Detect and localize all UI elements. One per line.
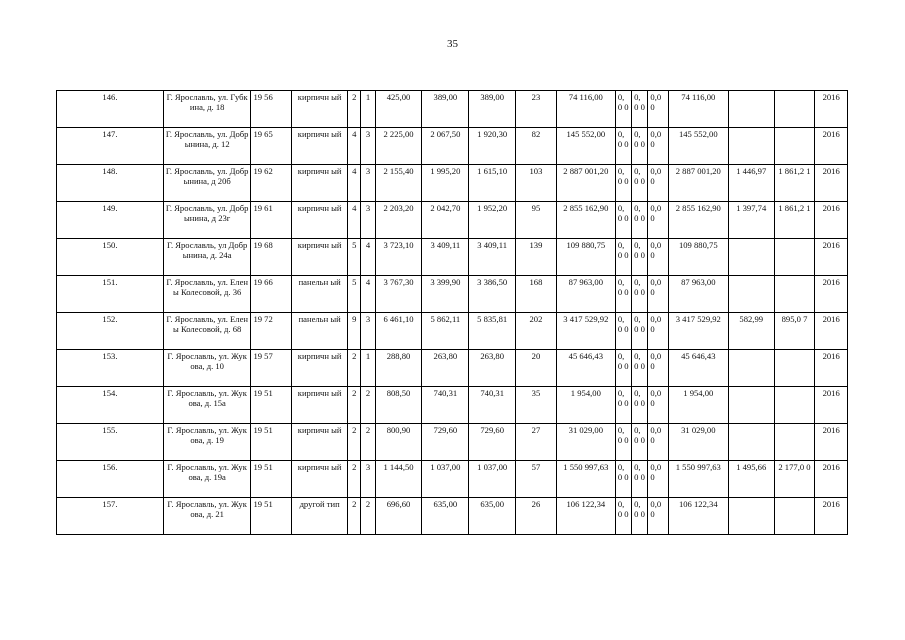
residents-cell: 26 — [516, 498, 557, 535]
entrances-cell: 3 — [361, 313, 375, 350]
entrances-cell: 3 — [361, 461, 375, 498]
entrances-cell: 3 — [361, 165, 375, 202]
total-area-cell: 6 461,10 — [375, 313, 422, 350]
floors-cell: 4 — [348, 128, 361, 165]
owners-funds-cell: 109 880,75 — [668, 239, 728, 276]
area-residential-cell: 1 615,10 — [469, 165, 516, 202]
total-cost-cell: 145 552,00 — [556, 128, 615, 165]
fund-cell-2: 0, 0 0 — [632, 239, 648, 276]
area-premises-cell: 1 037,00 — [422, 461, 469, 498]
residents-cell: 23 — [516, 91, 557, 128]
area-premises-cell: 1 995,20 — [422, 165, 469, 202]
wall-material-cell: кирпичн ый — [292, 239, 348, 276]
total-area-cell: 800,90 — [375, 424, 422, 461]
fund-cell-1: 0, 0 0 — [615, 461, 631, 498]
floors-cell: 2 — [348, 91, 361, 128]
max-unit-cost-cell: 1 861,2 1 — [774, 202, 815, 239]
address-cell: Г. Ярославль, ул. Добрынина, д 23г — [163, 202, 251, 239]
total-cost-cell: 3 417 529,92 — [556, 313, 615, 350]
unit-cost-cell — [728, 239, 774, 276]
unit-cost-cell — [728, 350, 774, 387]
entrances-cell: 2 — [361, 387, 375, 424]
area-premises-cell: 740,31 — [422, 387, 469, 424]
area-residential-cell: 3 409,11 — [469, 239, 516, 276]
fund-cell-2: 0, 0 0 — [632, 276, 648, 313]
fund-cell-2: 0, 0 0 — [632, 128, 648, 165]
total-area-cell: 1 144,50 — [375, 461, 422, 498]
floors-cell: 4 — [348, 202, 361, 239]
wall-material-cell: кирпичн ый — [292, 461, 348, 498]
total-cost-cell: 2 855 162,90 — [556, 202, 615, 239]
total-area-cell: 3 723,10 — [375, 239, 422, 276]
residents-cell: 103 — [516, 165, 557, 202]
plan-year-cell: 2016 — [815, 424, 848, 461]
row-number-cell: 154. — [57, 387, 164, 424]
plan-year-cell: 2016 — [815, 202, 848, 239]
area-premises-cell: 2 067,50 — [422, 128, 469, 165]
fund-cell-1: 0, 0 0 — [615, 313, 631, 350]
plan-year-cell: 2016 — [815, 313, 848, 350]
owners-funds-cell: 145 552,00 — [668, 128, 728, 165]
table-row — [57, 239, 848, 276]
fund-cell-2: 0, 0 0 — [632, 387, 648, 424]
plan-year-cell: 2016 — [815, 350, 848, 387]
floors-cell: 2 — [348, 350, 361, 387]
table-row — [57, 165, 848, 202]
fund-cell-3: 0,0 0 — [648, 91, 668, 128]
address-cell: Г. Ярославль, ул. Жукова, д. 19а — [163, 461, 251, 498]
area-premises-cell: 5 862,11 — [422, 313, 469, 350]
residents-cell: 20 — [516, 350, 557, 387]
wall-material-cell: другой тип — [292, 498, 348, 535]
unit-cost-cell: 582,99 — [728, 313, 774, 350]
row-number-cell: 153. — [57, 350, 164, 387]
area-residential-cell: 263,80 — [469, 350, 516, 387]
residents-cell: 57 — [516, 461, 557, 498]
fund-cell-1: 0, 0 0 — [615, 91, 631, 128]
address-cell: Г. Ярославль, ул. Жукова, д. 19 — [163, 424, 251, 461]
table-row — [57, 313, 848, 350]
build-year-cell: 19 51 — [251, 461, 292, 498]
entrances-cell: 2 — [361, 424, 375, 461]
row-number-cell: 156. — [57, 461, 164, 498]
max-unit-cost-cell — [774, 350, 815, 387]
fund-cell-3: 0,0 0 — [648, 313, 668, 350]
fund-cell-2: 0, 0 0 — [632, 202, 648, 239]
wall-material-cell: панельн ый — [292, 276, 348, 313]
plan-year-cell: 2016 — [815, 91, 848, 128]
build-year-cell: 19 51 — [251, 498, 292, 535]
owners-funds-cell: 1 550 997,63 — [668, 461, 728, 498]
total-cost-cell: 109 880,75 — [556, 239, 615, 276]
floors-cell: 5 — [348, 239, 361, 276]
fund-cell-3: 0,0 0 — [648, 387, 668, 424]
plan-year-cell: 2016 — [815, 461, 848, 498]
total-area-cell: 2 203,20 — [375, 202, 422, 239]
plan-year-cell: 2016 — [815, 128, 848, 165]
fund-cell-3: 0,0 0 — [648, 424, 668, 461]
area-residential-cell: 3 386,50 — [469, 276, 516, 313]
area-residential-cell: 729,60 — [469, 424, 516, 461]
build-year-cell: 19 51 — [251, 387, 292, 424]
table-row — [57, 128, 848, 165]
max-unit-cost-cell: 1 861,2 1 — [774, 165, 815, 202]
table-row — [57, 461, 848, 498]
plan-year-cell: 2016 — [815, 387, 848, 424]
row-number-cell: 149. — [57, 202, 164, 239]
build-year-cell: 19 57 — [251, 350, 292, 387]
unit-cost-cell — [728, 387, 774, 424]
wall-material-cell: кирпичн ый — [292, 128, 348, 165]
wall-material-cell: кирпичн ый — [292, 350, 348, 387]
fund-cell-3: 0,0 0 — [648, 276, 668, 313]
table-row — [57, 387, 848, 424]
entrances-cell: 2 — [361, 498, 375, 535]
max-unit-cost-cell — [774, 498, 815, 535]
fund-cell-1: 0, 0 0 — [615, 128, 631, 165]
fund-cell-2: 0, 0 0 — [632, 165, 648, 202]
total-area-cell: 425,00 — [375, 91, 422, 128]
unit-cost-cell — [728, 276, 774, 313]
table-row — [57, 202, 848, 239]
owners-funds-cell: 45 646,43 — [668, 350, 728, 387]
fund-cell-2: 0, 0 0 — [632, 461, 648, 498]
fund-cell-3: 0,0 0 — [648, 350, 668, 387]
total-area-cell: 696,60 — [375, 498, 422, 535]
address-cell: Г. Ярославль, ул. Губкина, д. 18 — [163, 91, 251, 128]
area-residential-cell: 5 835,81 — [469, 313, 516, 350]
build-year-cell: 19 51 — [251, 424, 292, 461]
total-area-cell: 3 767,30 — [375, 276, 422, 313]
floors-cell: 2 — [348, 461, 361, 498]
table-row — [57, 350, 848, 387]
total-cost-cell: 1 550 997,63 — [556, 461, 615, 498]
build-year-cell: 19 61 — [251, 202, 292, 239]
max-unit-cost-cell — [774, 91, 815, 128]
total-cost-cell: 87 963,00 — [556, 276, 615, 313]
total-cost-cell: 74 116,00 — [556, 91, 615, 128]
owners-funds-cell: 1 954,00 — [668, 387, 728, 424]
fund-cell-1: 0, 0 0 — [615, 202, 631, 239]
fund-cell-3: 0,0 0 — [648, 239, 668, 276]
fund-cell-3: 0,0 0 — [648, 461, 668, 498]
build-year-cell: 19 72 — [251, 313, 292, 350]
plan-year-cell: 2016 — [815, 276, 848, 313]
wall-material-cell: кирпичн ый — [292, 387, 348, 424]
residents-cell: 168 — [516, 276, 557, 313]
build-year-cell: 19 65 — [251, 128, 292, 165]
area-premises-cell: 635,00 — [422, 498, 469, 535]
area-premises-cell: 2 042,70 — [422, 202, 469, 239]
unit-cost-cell — [728, 498, 774, 535]
owners-funds-cell: 31 029,00 — [668, 424, 728, 461]
wall-material-cell: кирпичн ый — [292, 91, 348, 128]
unit-cost-cell: 1 397,74 — [728, 202, 774, 239]
floors-cell: 9 — [348, 313, 361, 350]
residents-cell: 139 — [516, 239, 557, 276]
fund-cell-2: 0, 0 0 — [632, 91, 648, 128]
total-cost-cell: 106 122,34 — [556, 498, 615, 535]
row-number-cell: 146. — [57, 91, 164, 128]
address-cell: Г. Ярославль, ул. Елены Колесовой, д. 36 — [163, 276, 251, 313]
row-number-cell: 150. — [57, 239, 164, 276]
build-year-cell: 19 62 — [251, 165, 292, 202]
address-cell: Г. Ярославль, ул. Елены Колесовой, д. 68 — [163, 313, 251, 350]
table-row — [57, 91, 848, 128]
fund-cell-1: 0, 0 0 — [615, 239, 631, 276]
unit-cost-cell — [728, 91, 774, 128]
address-cell: Г. Ярославль, ул. Жукова, д. 21 — [163, 498, 251, 535]
fund-cell-3: 0,0 0 — [648, 128, 668, 165]
fund-cell-1: 0, 0 0 — [615, 276, 631, 313]
owners-funds-cell: 2 887 001,20 — [668, 165, 728, 202]
build-year-cell: 19 68 — [251, 239, 292, 276]
floors-cell: 4 — [348, 165, 361, 202]
area-residential-cell: 1 952,20 — [469, 202, 516, 239]
table-row — [57, 498, 848, 535]
unit-cost-cell — [728, 128, 774, 165]
fund-cell-1: 0, 0 0 — [615, 387, 631, 424]
housing-registry-table — [56, 90, 848, 535]
build-year-cell: 19 56 — [251, 91, 292, 128]
entrances-cell: 4 — [361, 239, 375, 276]
table-row — [57, 276, 848, 313]
fund-cell-3: 0,0 0 — [648, 202, 668, 239]
fund-cell-2: 0, 0 0 — [632, 424, 648, 461]
owners-funds-cell: 106 122,34 — [668, 498, 728, 535]
residents-cell: 95 — [516, 202, 557, 239]
plan-year-cell: 2016 — [815, 498, 848, 535]
residents-cell: 35 — [516, 387, 557, 424]
max-unit-cost-cell — [774, 128, 815, 165]
fund-cell-2: 0, 0 0 — [632, 350, 648, 387]
total-cost-cell: 1 954,00 — [556, 387, 615, 424]
entrances-cell: 3 — [361, 202, 375, 239]
area-premises-cell: 3 409,11 — [422, 239, 469, 276]
fund-cell-1: 0, 0 0 — [615, 350, 631, 387]
max-unit-cost-cell — [774, 276, 815, 313]
floors-cell: 5 — [348, 276, 361, 313]
row-number-cell: 148. — [57, 165, 164, 202]
wall-material-cell: панельн ый — [292, 313, 348, 350]
unit-cost-cell: 1 446,97 — [728, 165, 774, 202]
total-area-cell: 288,80 — [375, 350, 422, 387]
wall-material-cell: кирпичн ый — [292, 424, 348, 461]
owners-funds-cell: 3 417 529,92 — [668, 313, 728, 350]
address-cell: Г. Ярославль, ул. Жукова, д. 10 — [163, 350, 251, 387]
wall-material-cell: кирпичн ый — [292, 165, 348, 202]
residents-cell: 202 — [516, 313, 557, 350]
row-number-cell: 152. — [57, 313, 164, 350]
row-number-cell: 147. — [57, 128, 164, 165]
residents-cell: 82 — [516, 128, 557, 165]
build-year-cell: 19 66 — [251, 276, 292, 313]
area-residential-cell: 635,00 — [469, 498, 516, 535]
entrances-cell: 1 — [361, 350, 375, 387]
max-unit-cost-cell: 2 177,0 0 — [774, 461, 815, 498]
fund-cell-3: 0,0 0 — [648, 165, 668, 202]
address-cell: Г. Ярославль, ул. Добрынина, д 20б — [163, 165, 251, 202]
plan-year-cell: 2016 — [815, 165, 848, 202]
plan-year-cell: 2016 — [815, 239, 848, 276]
row-number-cell: 155. — [57, 424, 164, 461]
max-unit-cost-cell — [774, 239, 815, 276]
max-unit-cost-cell — [774, 424, 815, 461]
total-area-cell: 2 155,40 — [375, 165, 422, 202]
row-number-cell: 151. — [57, 276, 164, 313]
total-cost-cell: 2 887 001,20 — [556, 165, 615, 202]
area-premises-cell: 389,00 — [422, 91, 469, 128]
fund-cell-1: 0, 0 0 — [615, 424, 631, 461]
total-area-cell: 2 225,00 — [375, 128, 422, 165]
entrances-cell: 4 — [361, 276, 375, 313]
table-row — [57, 424, 848, 461]
address-cell: Г. Ярославль, ул. Добрынина, д. 12 — [163, 128, 251, 165]
residents-cell: 27 — [516, 424, 557, 461]
unit-cost-cell: 1 495,66 — [728, 461, 774, 498]
address-cell: Г. Ярославль, ул. Жукова, д. 15а — [163, 387, 251, 424]
floors-cell: 2 — [348, 424, 361, 461]
fund-cell-1: 0, 0 0 — [615, 498, 631, 535]
floors-cell: 2 — [348, 498, 361, 535]
entrances-cell: 1 — [361, 91, 375, 128]
owners-funds-cell: 87 963,00 — [668, 276, 728, 313]
address-cell: Г. Ярославль, ул Добрынина, д. 24а — [163, 239, 251, 276]
total-cost-cell: 31 029,00 — [556, 424, 615, 461]
area-premises-cell: 3 399,90 — [422, 276, 469, 313]
area-premises-cell: 263,80 — [422, 350, 469, 387]
fund-cell-2: 0, 0 0 — [632, 498, 648, 535]
row-number-cell: 157. — [57, 498, 164, 535]
area-residential-cell: 740,31 — [469, 387, 516, 424]
area-residential-cell: 1 920,30 — [469, 128, 516, 165]
fund-cell-3: 0,0 0 — [648, 498, 668, 535]
total-area-cell: 808,50 — [375, 387, 422, 424]
wall-material-cell: кирпичн ый — [292, 202, 348, 239]
page-number: 35 — [447, 38, 458, 50]
max-unit-cost-cell — [774, 387, 815, 424]
owners-funds-cell: 74 116,00 — [668, 91, 728, 128]
area-residential-cell: 389,00 — [469, 91, 516, 128]
unit-cost-cell — [728, 424, 774, 461]
fund-cell-1: 0, 0 0 — [615, 165, 631, 202]
floors-cell: 2 — [348, 387, 361, 424]
owners-funds-cell: 2 855 162,90 — [668, 202, 728, 239]
area-residential-cell: 1 037,00 — [469, 461, 516, 498]
fund-cell-2: 0, 0 0 — [632, 313, 648, 350]
entrances-cell: 3 — [361, 128, 375, 165]
max-unit-cost-cell: 895,0 7 — [774, 313, 815, 350]
area-premises-cell: 729,60 — [422, 424, 469, 461]
total-cost-cell: 45 646,43 — [556, 350, 615, 387]
